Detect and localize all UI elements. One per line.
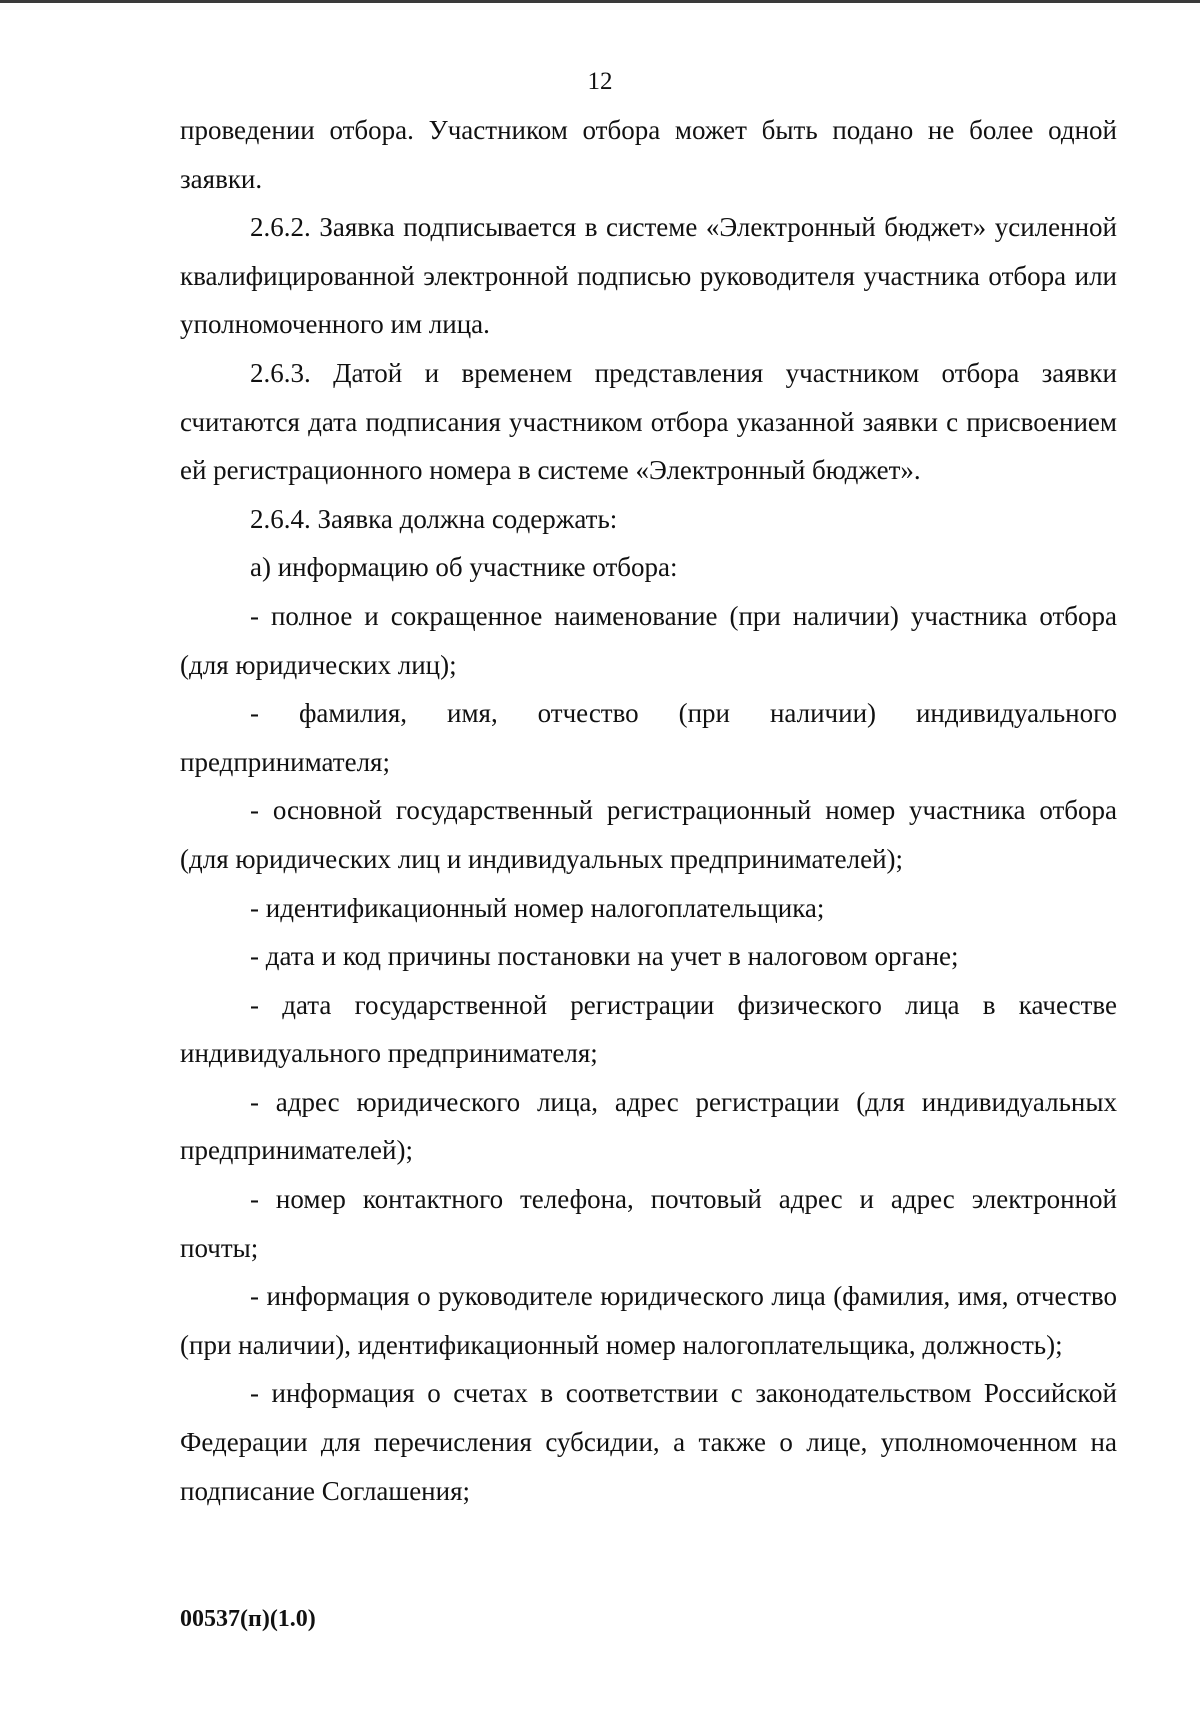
paragraph-2-6-4: 2.6.4. Заявка должна содержать: (250, 503, 618, 534)
page-top-border (0, 0, 1200, 3)
list-item-address: - адрес юридического лица, адрес регистрации (для индивидуальных предпринимателей); (180, 1086, 1117, 1166)
paragraph-2-6-2: 2.6.2. Заявка подписывается в системе «Электронный бюджет» усиленной квалифицированной электронной подписью руководителя участника отбора или уполномоченного им лица. (180, 212, 1117, 340)
document-body (180, 106, 1117, 1515)
page-number: 12 (587, 68, 613, 95)
list-item-kpp: - дата и код причины постановки на учет в налоговом органе; (250, 941, 959, 972)
list-item-head-info: - информация о руководителе юридического лица (фамилия, имя, отчество (при наличии), идентификационный номер налогоплательщика, должность); (180, 1281, 1117, 1360)
paragraph-2-6-3: 2.6.3. Датой и временем представления участником отбора заявки считаются дата подписания участником отбора указанной заявки с присвоением ей регистрационного номера в системе «Электронный бюджет». (180, 357, 1117, 486)
paragraph-item-a: а) информацию об участнике отбора: (250, 552, 678, 583)
list-item-accounts: - информация о счетах в соответствии с законодательством Российской Федерации для перечисления субсидии, а также о лице, уполномоченном на подписание Соглашения; (180, 1378, 1117, 1506)
list-item-registration-date: - дата государственной регистрации физического лица в качестве индивидуального предпринимателя; (180, 989, 1117, 1069)
list-item-ogrn: - основной государственный регистрационный номер участника отбора (для юридических лиц и индивидуальных предпринимателей); (180, 795, 1117, 874)
list-item-inn: - идентификационный номер налогоплательщика; (250, 892, 825, 923)
list-item-contacts: - номер контактного телефона, почтовый адрес и адрес электронной почты; (180, 1184, 1117, 1263)
document-code: 00537(п)(1.0) (180, 1606, 316, 1632)
list-item-full-name: - фамилия, имя, отчество (при наличии) индивидуального предпринимателя; (180, 698, 1117, 777)
list-item-name: - полное и сокращенное наименование (при наличии) участника отбора (для юридических лиц); (180, 600, 1117, 680)
paragraph-continuation: проведении отбора. Участником отбора может быть подано не более одной заявки. (180, 115, 1117, 194)
